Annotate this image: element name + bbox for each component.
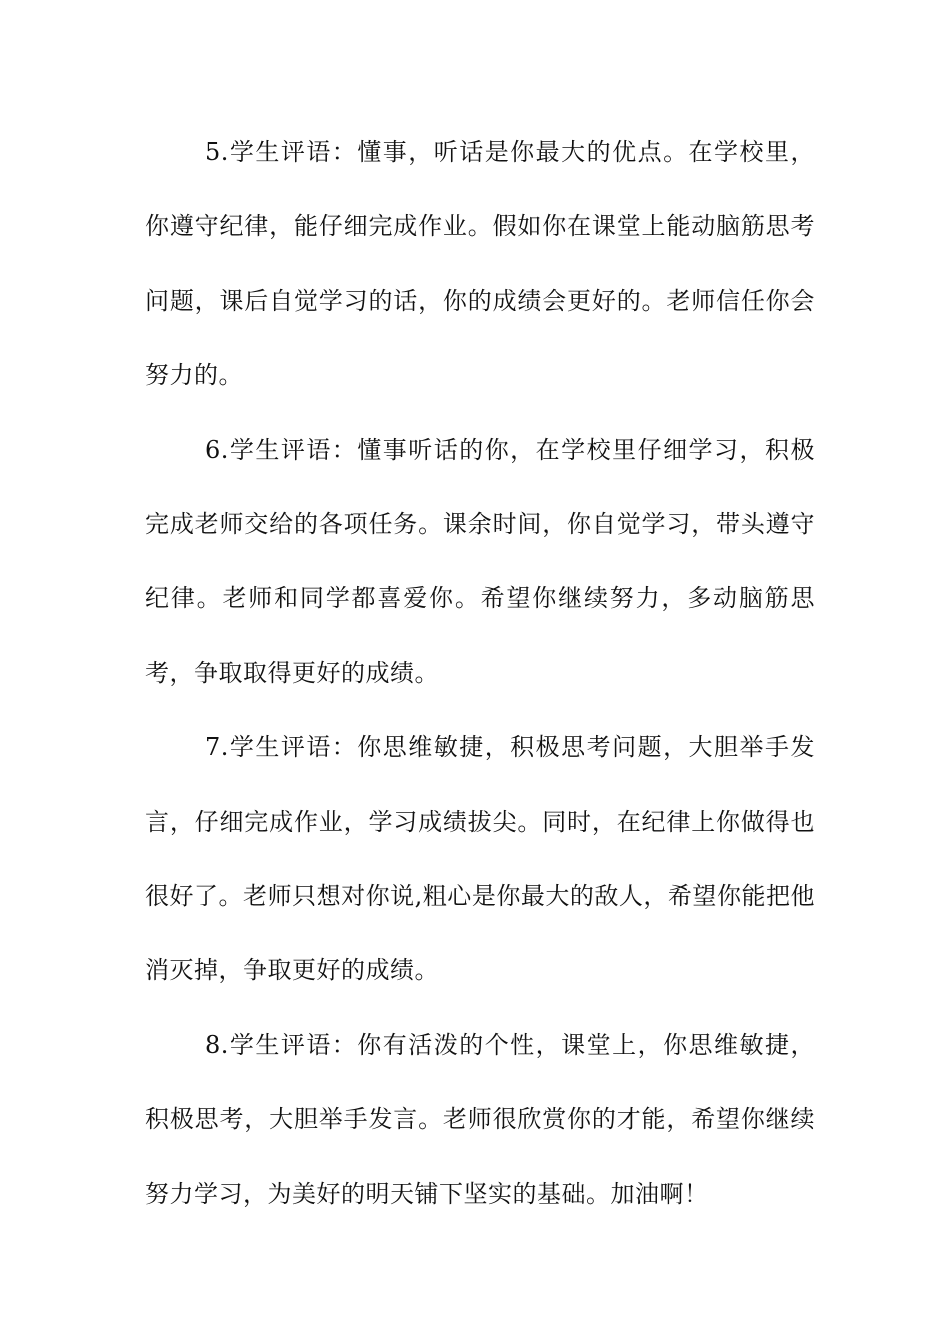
- comment-paragraph-5: 5.学生评语：懂事，听话是你最大的优点。在学校里，你遵守纪律，能仔细完成作业。假如你在课堂上能动脑筋思考问题，课后自觉学习的话，你的成绩会更好的。老师信任你会努力的。: [145, 138, 815, 390]
- comment-paragraph-6: 6.学生评语：懂事听话的你，在学校里仔细学习，积极完成老师交给的各项任务。课余时间，你自觉学习，带头遵守纪律。老师和同学都喜爱你。希望你继续努力，多动脑筋思考，争取取得更好的成绩。: [145, 435, 815, 687]
- comment-paragraph-8: 8.学生评语：你有活泼的个性，课堂上，你思维敏捷，积极思考，大胆举手发言。老师很欣赏你的才能，希望你继续努力学习，为美好的明天铺下坚实的基础。加油啊！: [145, 1030, 815, 1208]
- comment-paragraph-7: 7.学生评语：你思维敏捷，积极思考问题，大胆举手发言，仔细完成作业，学习成绩拔尖。同时，在纪律上你做得也很好了。老师只想对你说,粗心是你最大的敌人，希望你能把他消灭掉，争取更好的成绩。: [145, 733, 815, 985]
- document-body: [145, 115, 815, 1231]
